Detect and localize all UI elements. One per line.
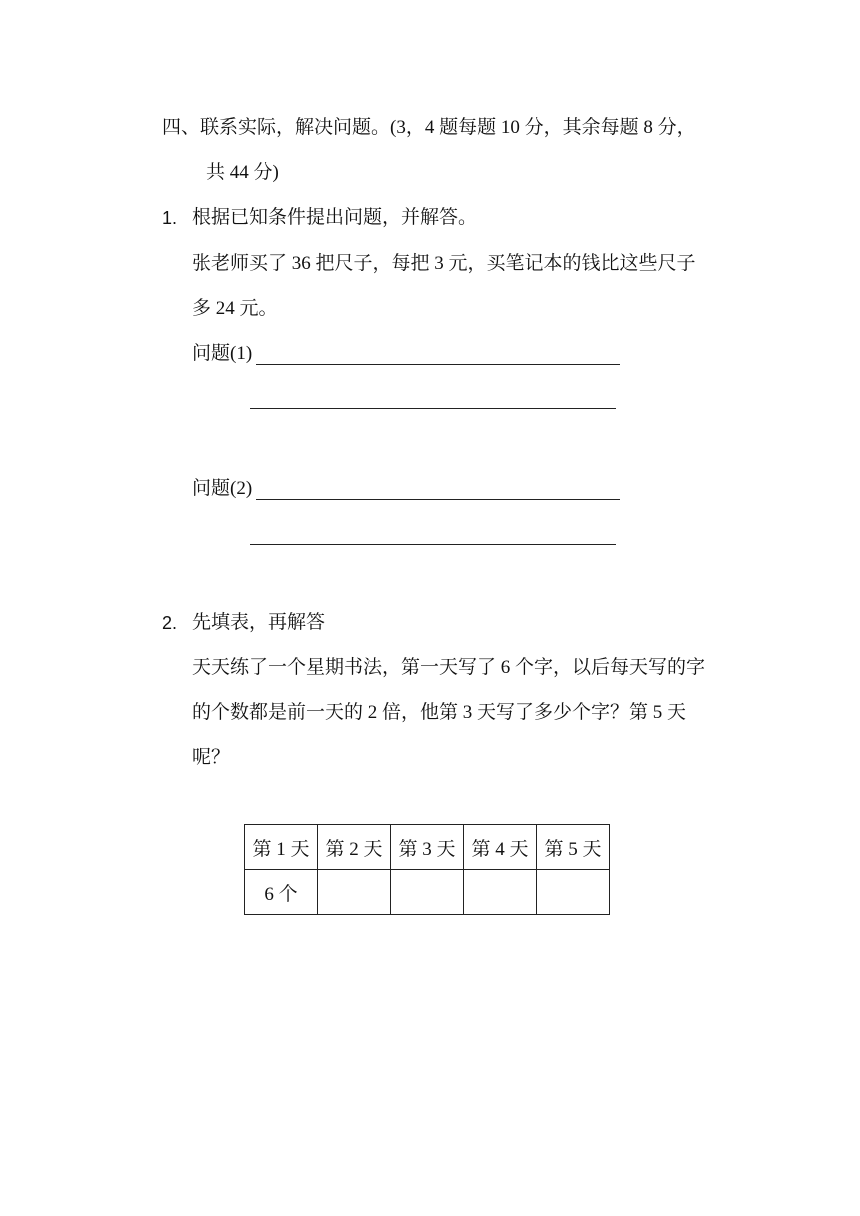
question-1-text-line2: 多 24 元。 [192, 298, 278, 319]
question-2-number: 2. [162, 613, 178, 633]
table-row [245, 870, 610, 915]
table-cell-day-2[interactable] [318, 870, 391, 915]
day-count-table [244, 824, 610, 915]
table-header-row [245, 825, 610, 870]
table-header-cell: 第 2 天 [318, 825, 391, 870]
table-cell-day-3[interactable] [391, 870, 464, 915]
table-header-cell: 第 3 天 [391, 825, 464, 870]
question-2-text-line2: 的个数都是前一天的 2 倍，他第 3 天写了多少个字？第 5 天 [192, 702, 687, 723]
question-1-title: 根据已知条件提出问题，并解答。 [192, 207, 478, 228]
table-cell-day-5[interactable] [537, 870, 610, 915]
question-1-number: 1. [162, 208, 178, 228]
question-2-text-line3: 呢？ [192, 747, 231, 768]
question-1-text-line1: 张老师买了 36 把尺子，每把 3 元，买笔记本的钱比这些尺子 [192, 253, 696, 274]
section-heading-line1: 四、联系实际，解决问题。(3，4 题每题 10 分，其余每题 8 分， [162, 117, 696, 138]
table-header-cell: 第 4 天 [464, 825, 537, 870]
question-1-sub2-answer-line-1[interactable] [256, 499, 620, 500]
question-1-sub1-answer-line-2[interactable] [250, 408, 616, 409]
question-1-sub1-label: 问题(1) [192, 343, 253, 364]
table-header-cell: 第 1 天 [245, 825, 318, 870]
question-1-sub2-label: 问题(2) [192, 478, 253, 499]
question-1-sub2-answer-line-2[interactable] [250, 544, 616, 545]
question-2-title: 先填表，再解答 [192, 612, 326, 633]
table-header-cell: 第 5 天 [537, 825, 610, 870]
table-cell-day-1: 6 个 [245, 870, 318, 915]
table-cell-day-4[interactable] [464, 870, 537, 915]
section-heading-line2: 共 44 分) [206, 162, 279, 183]
question-1-sub1-answer-line-1[interactable] [256, 364, 620, 365]
question-2-text-line1: 天天练了一个星期书法，第一天写了 6 个字，以后每天写的字 [192, 657, 706, 678]
